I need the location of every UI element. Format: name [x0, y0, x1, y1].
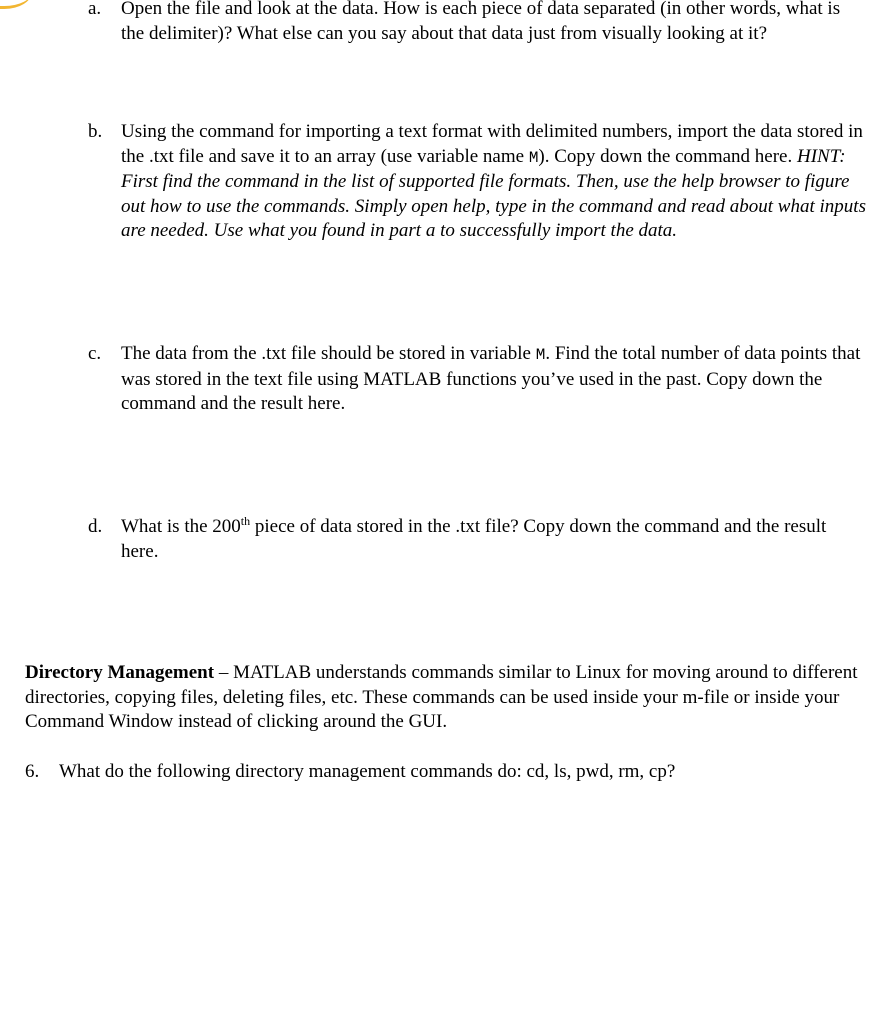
variable-name: M: [535, 346, 546, 364]
item-text: [121, 515, 868, 564]
section-text: – MATLAB understands commands similar to Linux for moving around to different directories, copying files, deleting files, etc. These commands can be used inside your m-file or inside your Command Window instead of clicking around the GUI.: [25, 662, 858, 732]
item-text-part: piece of data stored in the .txt file? Copy down the command and the result here.: [121, 516, 827, 562]
item-text-part: What is the 200: [121, 516, 241, 537]
question-item-b: [88, 120, 868, 244]
question-item-d: [88, 515, 868, 564]
question-6: [25, 760, 870, 785]
corner-accent-mark: [0, 0, 32, 9]
item-marker: c.: [88, 343, 102, 364]
item-text-part: The data from the .txt file should be stored in variable: [121, 343, 536, 364]
directory-management-paragraph: [25, 661, 870, 735]
item-marker: a.: [88, 0, 102, 19]
item-text: Open the file and look at the data. How is each piece of data separated (in other words, what is the delimiter)? What else can you say about that data just from visually looking at it?: [121, 0, 841, 44]
item-text-part: ). Copy down the command here.: [538, 145, 797, 167]
question-item-c: [88, 342, 868, 417]
question-text: What do the following directory management commands do: cd, ls, pwd, rm, cp?: [59, 761, 676, 782]
item-marker: d.: [88, 516, 103, 537]
question-number: 6.: [25, 761, 40, 782]
item-text: [121, 120, 868, 244]
ordinal-suffix: th: [240, 514, 251, 528]
question-item-a: [88, 0, 868, 46]
variable-name: M: [528, 148, 539, 167]
item-text-part: . Find the total number of data points that was stored in the text file using MATLAB functions you’ve used in the past. Copy down the command and the result here.: [121, 343, 861, 414]
item-marker: b.: [88, 121, 103, 142]
item-text-part: Using the command for importing a text format with delimited numbers, import the data stored in the .txt file and save it to an array (use variable name: [121, 121, 863, 167]
item-text: [121, 342, 868, 417]
section-heading: Directory Management: [25, 662, 215, 683]
hint-text: HINT: First find the command in the list of supported file formats. Then, use the help browser to figure out how to use the commands. Simply open help, type in the command and read about what inputs are needed. Use what you found in part a to successfully import the data.: [121, 145, 866, 241]
